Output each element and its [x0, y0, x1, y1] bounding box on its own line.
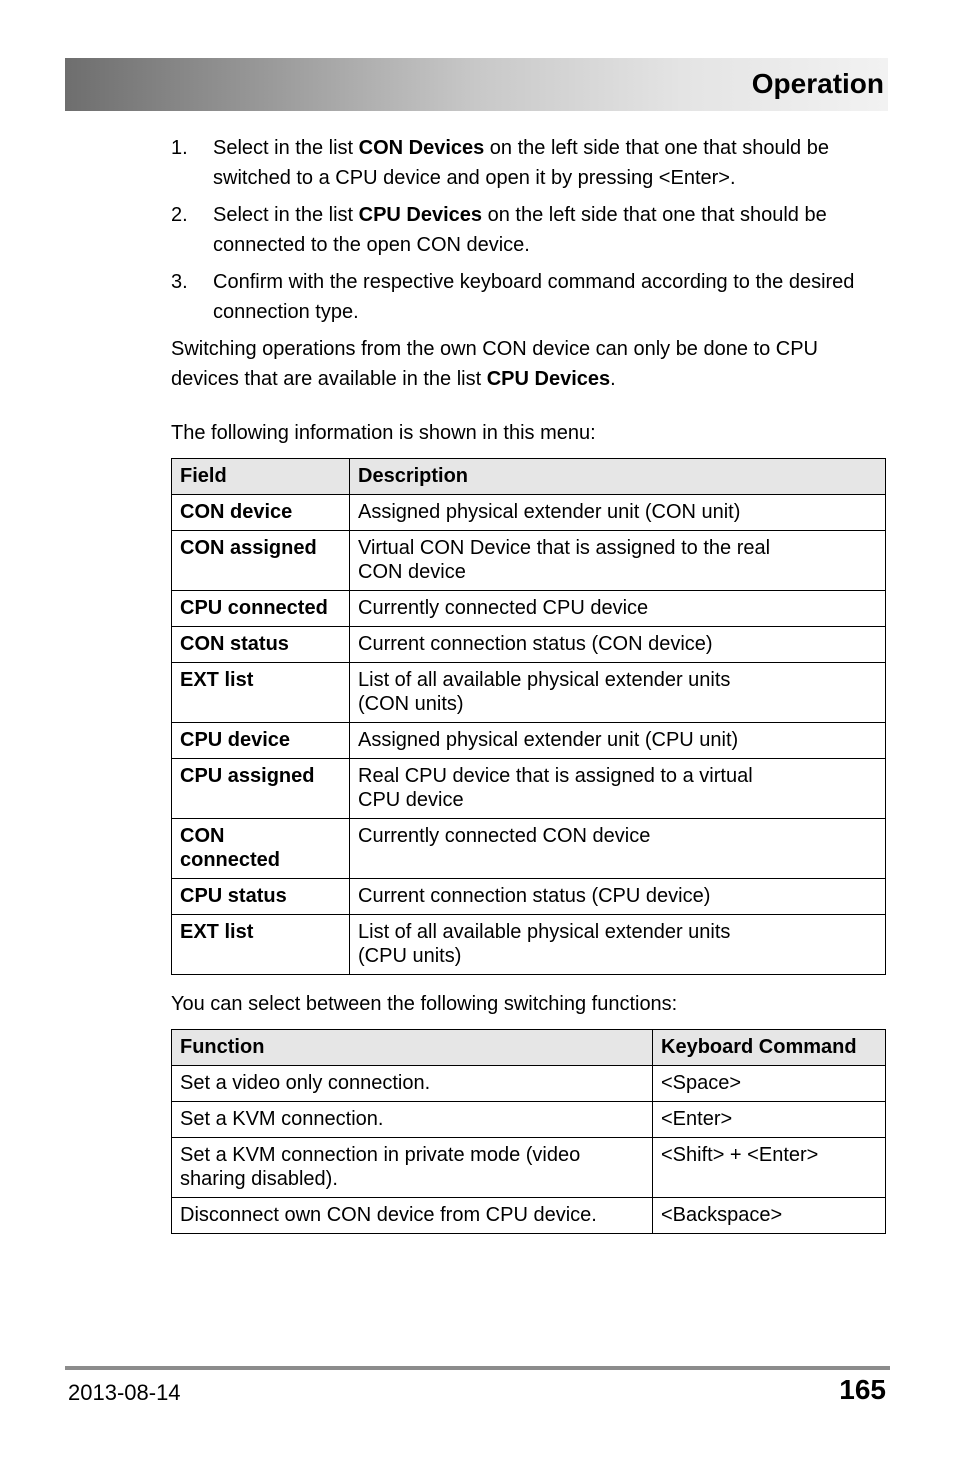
- cell-text: <Space>: [661, 1072, 742, 1094]
- table-cell: [350, 663, 886, 723]
- table-row: [172, 1138, 886, 1198]
- functions-table: [171, 1029, 886, 1234]
- cell-text: Currently connected CON device: [358, 825, 651, 847]
- table-row: [172, 759, 886, 819]
- table-cell: [350, 723, 886, 759]
- step-number: 3.: [171, 271, 188, 293]
- column-header: Function: [172, 1030, 653, 1066]
- table-row: [172, 663, 886, 723]
- table-cell: [172, 759, 350, 819]
- table-cell: [172, 531, 350, 591]
- cell-text: CON assigned: [180, 537, 317, 559]
- table-cell: [653, 1066, 886, 1102]
- cell-text: Virtual CON Device that is assigned to the real CON device: [358, 537, 771, 583]
- steps-list: [171, 133, 887, 327]
- list-item: [171, 133, 887, 193]
- table-cell: [172, 819, 350, 879]
- table-header-row: [172, 459, 886, 495]
- table-cell: [350, 819, 886, 879]
- step-text-bold: CON Devices: [358, 137, 485, 159]
- table-cell: [172, 627, 350, 663]
- cell-text: EXT list: [180, 669, 254, 691]
- cell-text: CPU connected: [180, 597, 328, 619]
- list-item: [171, 200, 887, 260]
- cell-text: <Enter>: [661, 1108, 733, 1130]
- cell-text: Assigned physical extender unit (CON unit): [358, 501, 741, 523]
- table-row: [172, 723, 886, 759]
- table-cell: [653, 1198, 886, 1234]
- cell-text: Set a video only connection.: [180, 1072, 431, 1094]
- cell-text: CPU assigned: [180, 765, 315, 787]
- table-cell: [172, 1138, 653, 1198]
- cell-text: List of all available physical extender units (CON units): [358, 669, 731, 715]
- cell-text: EXT list: [180, 921, 254, 943]
- column-header: Keyboard Command: [653, 1030, 886, 1066]
- cell-text: <Shift> + <Enter>: [661, 1144, 819, 1166]
- cell-text: CPU status: [180, 885, 287, 907]
- cell-text: Set a KVM connection.: [180, 1108, 384, 1130]
- column-header: Description: [350, 459, 886, 495]
- cell-text: Assigned physical extender unit (CPU unit): [358, 729, 739, 751]
- step-text-start: Select in the list: [213, 137, 359, 159]
- table-cell: [172, 663, 350, 723]
- note-paragraph: [171, 334, 887, 394]
- table-cell: [172, 915, 350, 975]
- cell-text: Current connection status (CPU device): [358, 885, 711, 907]
- table-cell: [172, 1198, 653, 1234]
- table-row: [172, 495, 886, 531]
- table-cell: [350, 591, 886, 627]
- main-content: [171, 133, 887, 1234]
- table-row: [172, 1198, 886, 1234]
- table-cell: [172, 495, 350, 531]
- table-cell: [172, 1066, 653, 1102]
- list-item: [171, 267, 887, 327]
- column-header: Field: [172, 459, 350, 495]
- cell-text: <Backspace>: [661, 1204, 783, 1226]
- table-cell: [350, 879, 886, 915]
- table-row: [172, 531, 886, 591]
- table-row: [172, 915, 886, 975]
- cell-text: Real CPU device that is assigned to a virtual CPU device: [358, 765, 753, 811]
- cell-text: CPU device: [180, 729, 291, 751]
- table-row: [172, 879, 886, 915]
- footer-divider: [65, 1366, 890, 1370]
- step-text-start: Confirm with the respective keyboard command according to the desired connection type.: [213, 271, 855, 323]
- table-cell: [350, 531, 886, 591]
- cell-text: Set a KVM connection in private mode (video sharing disabled).: [180, 1144, 581, 1190]
- fields-table: [171, 458, 886, 975]
- note-bold: CPU Devices: [486, 368, 611, 390]
- table-cell: [172, 591, 350, 627]
- table-cell: [172, 723, 350, 759]
- cell-text: CON connected: [180, 825, 281, 871]
- table-header-row: [172, 1030, 886, 1066]
- step-text: [213, 267, 887, 327]
- cell-text: Currently connected CPU device: [358, 597, 649, 619]
- cell-text: Disconnect own CON device from CPU device.: [180, 1204, 597, 1226]
- table-cell: [653, 1138, 886, 1198]
- table-cell: [350, 627, 886, 663]
- table-cell: [172, 1102, 653, 1138]
- cell-text: List of all available physical extender units (CPU units): [358, 921, 731, 967]
- cell-text: CON device: [180, 501, 293, 523]
- note-text-end: .: [610, 368, 616, 390]
- step-number: 2.: [171, 204, 188, 226]
- header-bar: [65, 58, 888, 111]
- info-intro: The following information is shown in this menu:: [171, 422, 596, 444]
- cell-text: CON status: [180, 633, 289, 655]
- step-text: [213, 133, 887, 193]
- table-row: [172, 819, 886, 879]
- table-cell: [350, 915, 886, 975]
- page-title: Operation: [751, 68, 884, 99]
- step-text-bold: CPU Devices: [358, 204, 483, 226]
- table-cell: [350, 759, 886, 819]
- table-cell: [172, 879, 350, 915]
- step-number: 1.: [171, 137, 188, 159]
- table-cell: [350, 495, 886, 531]
- table-row: [172, 1066, 886, 1102]
- step-text-start: Select in the list: [213, 204, 359, 226]
- page-number: 165: [839, 1374, 886, 1405]
- table-row: [172, 1102, 886, 1138]
- table-cell: [653, 1102, 886, 1138]
- step-text-end: on the left side that one that should be switched to a CPU device and open it by pressing <Enter>.: [213, 137, 829, 189]
- table-row: [172, 627, 886, 663]
- step-text: [213, 200, 887, 260]
- table-row: [172, 591, 886, 627]
- cell-text: Current connection status (CON device): [358, 633, 713, 655]
- switch-intro: You can select between the following switching functions:: [171, 993, 678, 1015]
- note-text: Switching operations from the own CON device can only be done to CPU devices that are available in the list: [171, 338, 819, 390]
- footer-date: 2013-08-14: [68, 1380, 181, 1405]
- step-text-end: on the left side that one that should be connected to the open CON device.: [213, 204, 827, 256]
